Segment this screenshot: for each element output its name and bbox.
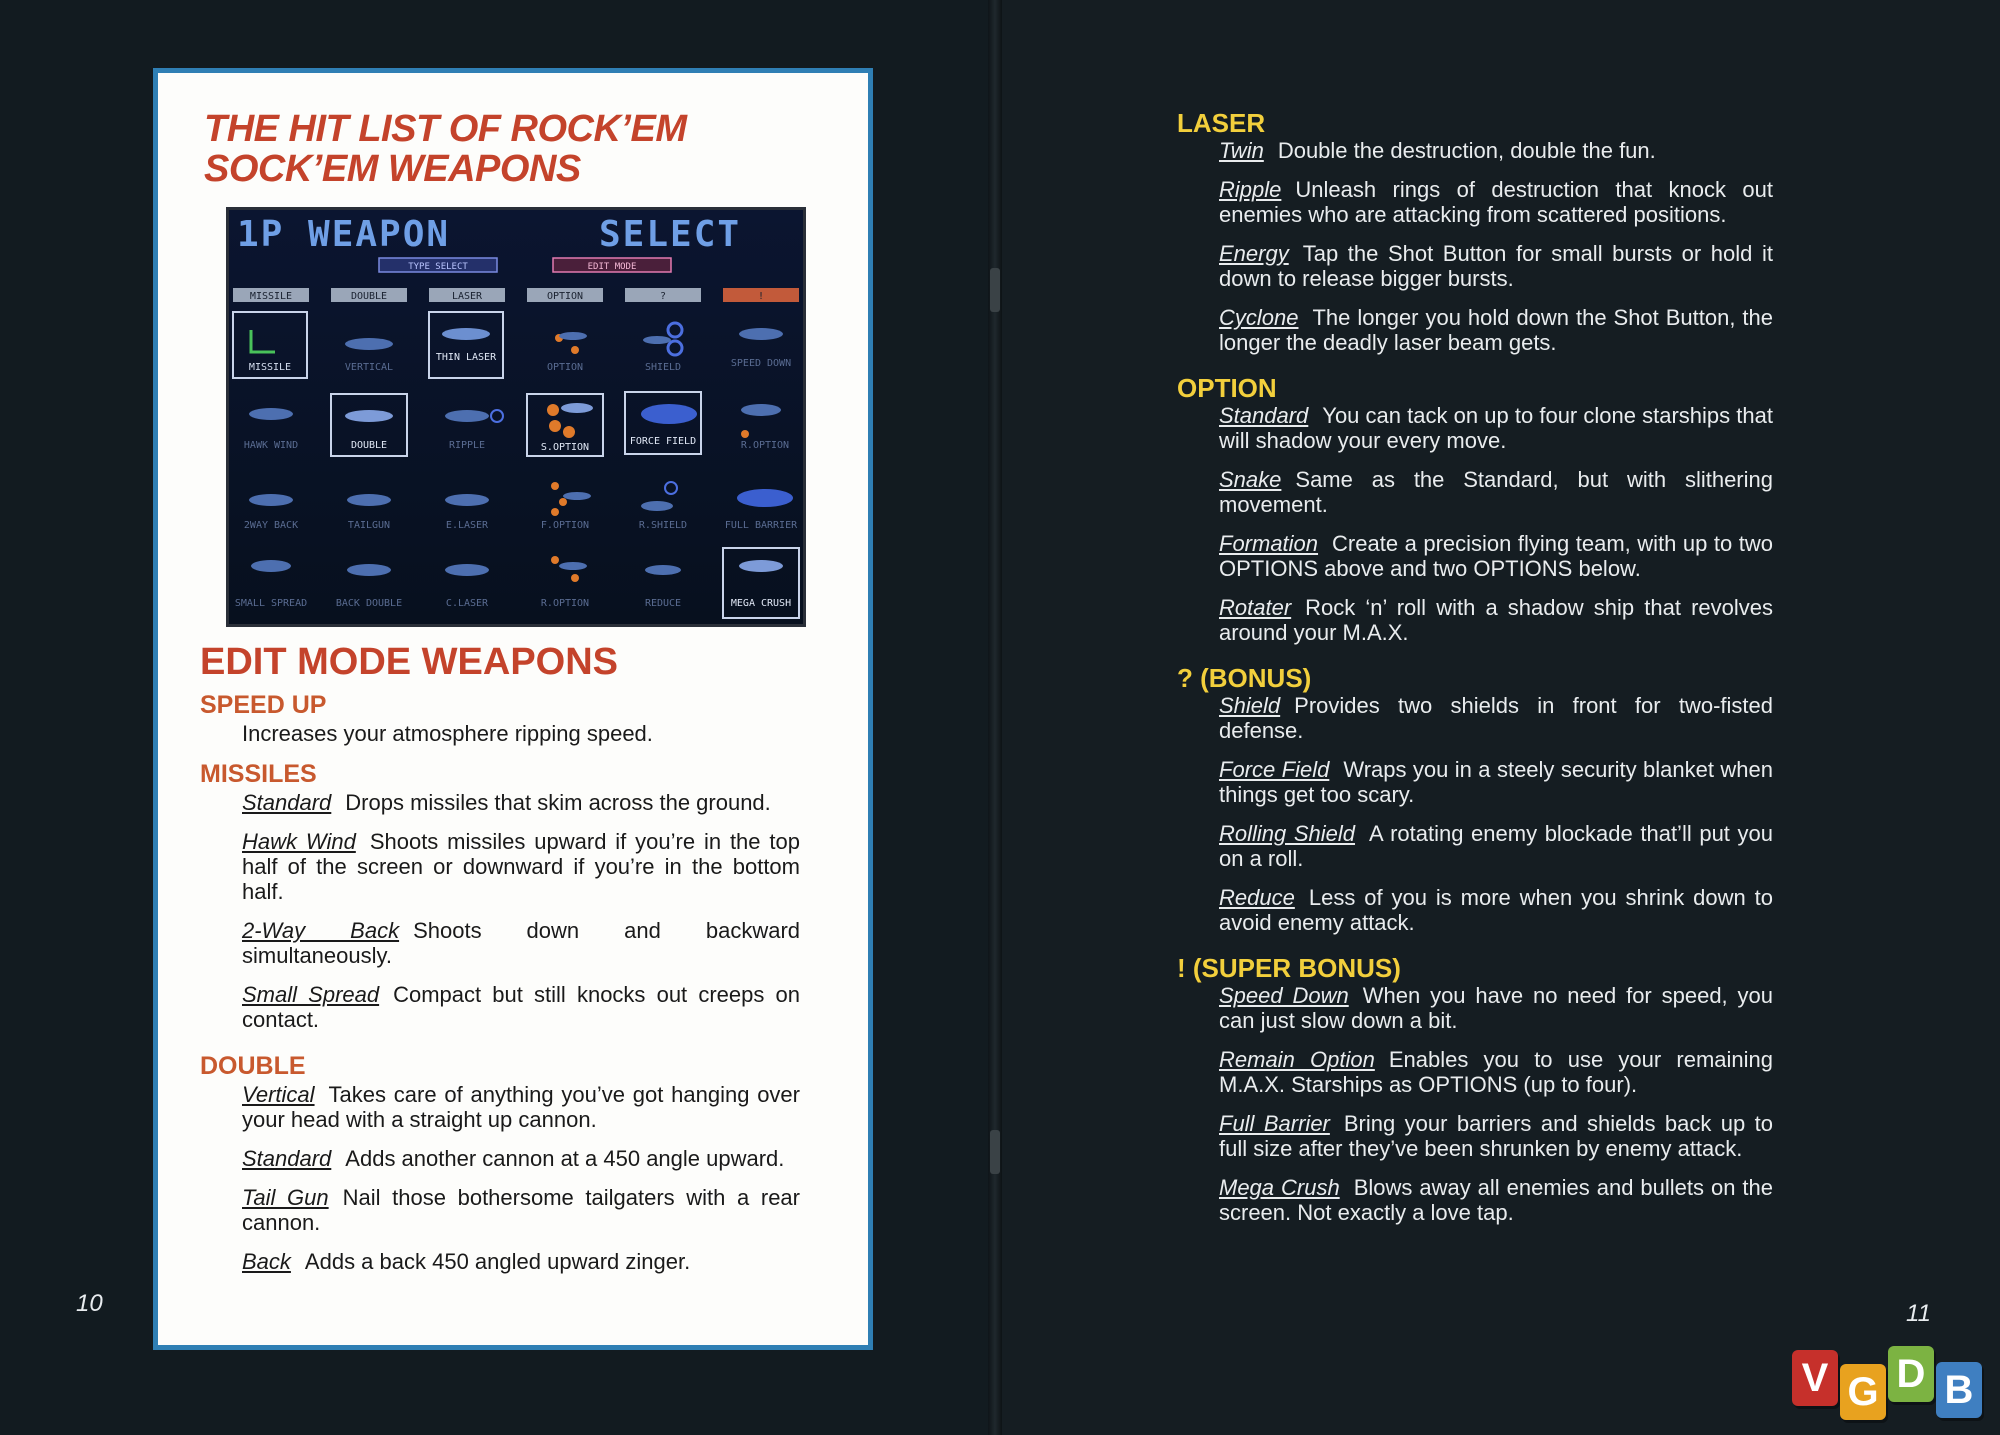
entry-name: 2-Way Back <box>242 918 400 943</box>
cell-ripple: RIPPLE <box>448 440 486 451</box>
entry-name: Shield <box>1219 693 1281 718</box>
edit-mode-title: EDIT MODE WEAPONS <box>200 641 619 683</box>
entry-text: Drops missiles that skim across the ground. <box>345 790 771 815</box>
staple-top <box>990 268 1000 312</box>
entry-text: Enables you to use your remaining M.A.X. Starships as OPTIONS (up to four). <box>1219 1047 1773 1097</box>
cell-thin-laser: THIN LASER <box>435 352 497 363</box>
entry-name: Full Barrier <box>1219 1111 1330 1136</box>
entry-energy <box>1219 241 1773 291</box>
section-super-bonus <box>1177 953 1773 1225</box>
page-number-left: 10 <box>76 1290 103 1317</box>
entry-name: Hawk Wind <box>242 829 356 854</box>
entry-twin <box>1219 138 1773 163</box>
entry-small-spread <box>242 982 800 1032</box>
entry-text: Compact but still knocks out creeps on contact. <box>242 982 800 1032</box>
cell-vertical: VERTICAL <box>344 362 394 373</box>
heading-double: DOUBLE <box>200 1052 306 1080</box>
entry-name: Energy <box>1219 241 1289 266</box>
entry-text: Unleash rings of destruction that knock out enemies who are attacking from scattered positions. <box>1219 177 1773 227</box>
entry-rotater <box>1219 595 1773 645</box>
weapon-select-screen <box>229 210 803 624</box>
entry-text: Adds another cannon at a 450 angle upward. <box>345 1146 785 1171</box>
entry-text: Adds a back 450 angled upward zinger. <box>304 1249 691 1274</box>
entry-text: Double the destruction, double the fun. <box>1277 138 1656 163</box>
entry-text: Shoots down and backward simultaneously. <box>242 918 800 968</box>
entry-text: Nail those bothersome tailgaters with a rear cannon. <box>242 1185 800 1235</box>
hit-list-panel <box>153 68 873 1350</box>
book-spine <box>988 0 1002 1435</box>
entry-name: Rotater <box>1219 595 1292 620</box>
entry-text: Rock ‘n’ roll with a shadow ship that revolves around your M.A.X. <box>1219 595 1773 645</box>
entry-cyclone <box>1219 305 1773 355</box>
entry-name: Force Field <box>1219 757 1330 782</box>
entry-double-standard <box>242 1146 800 1171</box>
entry-back <box>242 1249 800 1274</box>
screen-heading-left: 1P WEAPON <box>237 214 451 255</box>
entry-speed-up <box>242 721 800 746</box>
entry-text: The longer you hold down the Shot Button, the longer the deadly laser beam gets. <box>1219 305 1773 355</box>
cell-reduce: REDUCE <box>644 598 682 609</box>
right-weapon-list <box>1177 108 1773 1243</box>
cell-option: OPTION <box>546 362 584 373</box>
entry-speed-down <box>1219 983 1773 1033</box>
section-laser <box>1177 108 1773 355</box>
left-weapon-list <box>200 691 800 1288</box>
entry-name: Back <box>242 1249 291 1274</box>
entry-mega-crush <box>1219 1175 1773 1225</box>
heading-bonus: ? (BONUS) <box>1177 663 1312 693</box>
heading-missiles: MISSILES <box>200 760 317 788</box>
entry-name: Mega Crush <box>1219 1175 1340 1200</box>
weapon-select-screenshot <box>226 207 806 627</box>
heading-laser: LASER <box>1177 108 1266 138</box>
cell-full-barrier: FULL BARRIER <box>724 520 798 531</box>
entry-name: Twin <box>1219 138 1264 163</box>
entry-text: Tap the Shot Button for small bursts or hold it down to release bigger bursts. <box>1219 241 1773 291</box>
entry-text: Shoots missiles upward if you’re in the top half of the screen or downward if you’re in the bottom half. <box>242 829 800 904</box>
section-double <box>200 1052 800 1274</box>
entry-vertical <box>242 1082 800 1132</box>
entry-name: Rolling Shield <box>1219 821 1356 846</box>
entry-formation <box>1219 531 1773 581</box>
entry-text: Create a precision flying team, with up to two OPTIONS above and two OPTIONS below. <box>1219 531 1773 581</box>
cell-tailgun: TAILGUN <box>347 520 391 531</box>
entry-text: Same as the Standard, but with slithering movement. <box>1219 467 1773 517</box>
cell-r-option-2: R.OPTION <box>540 598 590 609</box>
entry-2way-back <box>242 918 800 968</box>
entry-text: When you have no need for speed, you can just slow down a bit. <box>1219 983 1774 1033</box>
entry-name: Remain Option <box>1219 1047 1375 1072</box>
screen-heading-right: SELECT <box>599 214 742 255</box>
heading-speed-up: SPEED UP <box>200 691 327 719</box>
col-header-double: DOUBLE <box>350 291 388 302</box>
cell-r-option: R.OPTION <box>740 440 790 451</box>
section-missiles <box>200 760 800 1032</box>
logo-tile-g: G <box>1840 1364 1886 1420</box>
entry-name: Standard <box>242 1146 332 1171</box>
entry-name: Small Spread <box>242 982 380 1007</box>
entry-snake <box>1219 467 1773 517</box>
page-number-right: 11 <box>1906 1300 1931 1327</box>
cell-mega-crush: MEGA CRUSH <box>730 598 792 609</box>
entry-name: Ripple <box>1219 177 1282 202</box>
entry-option-standard <box>1219 403 1773 453</box>
cell-2way-back: 2WAY BACK <box>243 520 299 531</box>
entry-name: Cyclone <box>1219 305 1299 330</box>
logo-tile-b: B <box>1936 1362 1982 1418</box>
entry-force-field <box>1219 757 1773 807</box>
entry-text: You can tack on up to four clone starships that will shadow your every move. <box>1219 403 1773 453</box>
hit-list-title: THE HIT LIST OF ROCK’EM SOCK’EM WEAPONS <box>204 108 687 190</box>
section-option <box>1177 373 1773 645</box>
logo-tile-v: V <box>1792 1350 1838 1406</box>
entry-name: Standard <box>1219 403 1309 428</box>
entry-full-barrier <box>1219 1111 1773 1161</box>
vgdb-watermark-logo <box>1792 1346 1988 1424</box>
entry-text: Less of you is more when you shrink down to avoid enemy attack. <box>1219 885 1773 935</box>
entry-text: Increases your atmosphere ripping speed. <box>242 721 653 746</box>
cell-shield: SHIELD <box>644 362 682 373</box>
cell-f-option: F.OPTION <box>540 520 590 531</box>
entry-text: Bring your barriers and shields back up to full size after they’ve been shrunken by enemy attack. <box>1219 1111 1773 1161</box>
col-header-laser: LASER <box>451 291 483 302</box>
entry-ripple <box>1219 177 1773 227</box>
entry-hawk-wind <box>242 829 800 904</box>
col-header-bonus: ? <box>659 291 667 302</box>
heading-super-bonus: ! (SUPER BONUS) <box>1177 953 1401 983</box>
cell-force-field: FORCE FIELD <box>629 436 697 447</box>
entry-text: Provides two shields in front for two-fisted defense. <box>1219 693 1773 743</box>
entry-name: Snake <box>1219 467 1282 492</box>
entry-name: Speed Down <box>1219 983 1349 1008</box>
cell-hawk-wind: HAWK WIND <box>243 440 299 451</box>
entry-tail-gun <box>242 1185 800 1235</box>
heading-option: OPTION <box>1177 373 1277 403</box>
entry-text: Takes care of anything you’ve got hanging over your head with a straight up cannon. <box>242 1082 800 1132</box>
entry-remain-option <box>1219 1047 1773 1097</box>
entry-name: Reduce <box>1219 885 1295 910</box>
cell-c-laser: C.LASER <box>445 598 489 609</box>
section-bonus <box>1177 663 1773 935</box>
cell-e-laser: E.LASER <box>445 520 489 531</box>
entry-text: A rotating enemy blockade that’ll put you on a roll. <box>1219 821 1773 871</box>
entry-missile-standard <box>242 790 800 815</box>
cell-s-option: S.OPTION <box>540 442 590 453</box>
entry-text: Wraps you in a steely security blanket when things get too scary. <box>1219 757 1773 807</box>
entry-rolling-shield <box>1219 821 1773 871</box>
tab-type-select: TYPE SELECT <box>408 262 468 272</box>
section-speed-up <box>200 691 800 746</box>
entry-name: Standard <box>242 790 332 815</box>
cell-missile: MISSILE <box>248 362 292 373</box>
col-header-super-bonus: ! <box>757 291 765 302</box>
logo-tile-d: D <box>1888 1346 1934 1402</box>
entry-name: Formation <box>1219 531 1319 556</box>
tab-edit-mode: EDIT MODE <box>587 262 637 272</box>
cell-back-double: BACK DOUBLE <box>335 598 403 609</box>
cell-small-spread: SMALL SPREAD <box>234 598 308 609</box>
entry-reduce <box>1219 885 1773 935</box>
col-header-option: OPTION <box>546 291 584 302</box>
cell-r-shield: R.SHIELD <box>638 520 688 531</box>
entry-name: Vertical <box>242 1082 315 1107</box>
cell-double: DOUBLE <box>350 440 388 451</box>
entry-name: Tail Gun <box>242 1185 329 1210</box>
staple-bottom <box>990 1130 1000 1174</box>
entry-text: Blows away all enemies and bullets on the screen. Not exactly a love tap. <box>1219 1175 1773 1225</box>
entry-shield <box>1219 693 1773 743</box>
col-header-missile: MISSILE <box>249 291 293 302</box>
cell-speed-down: SPEED DOWN <box>730 358 792 369</box>
